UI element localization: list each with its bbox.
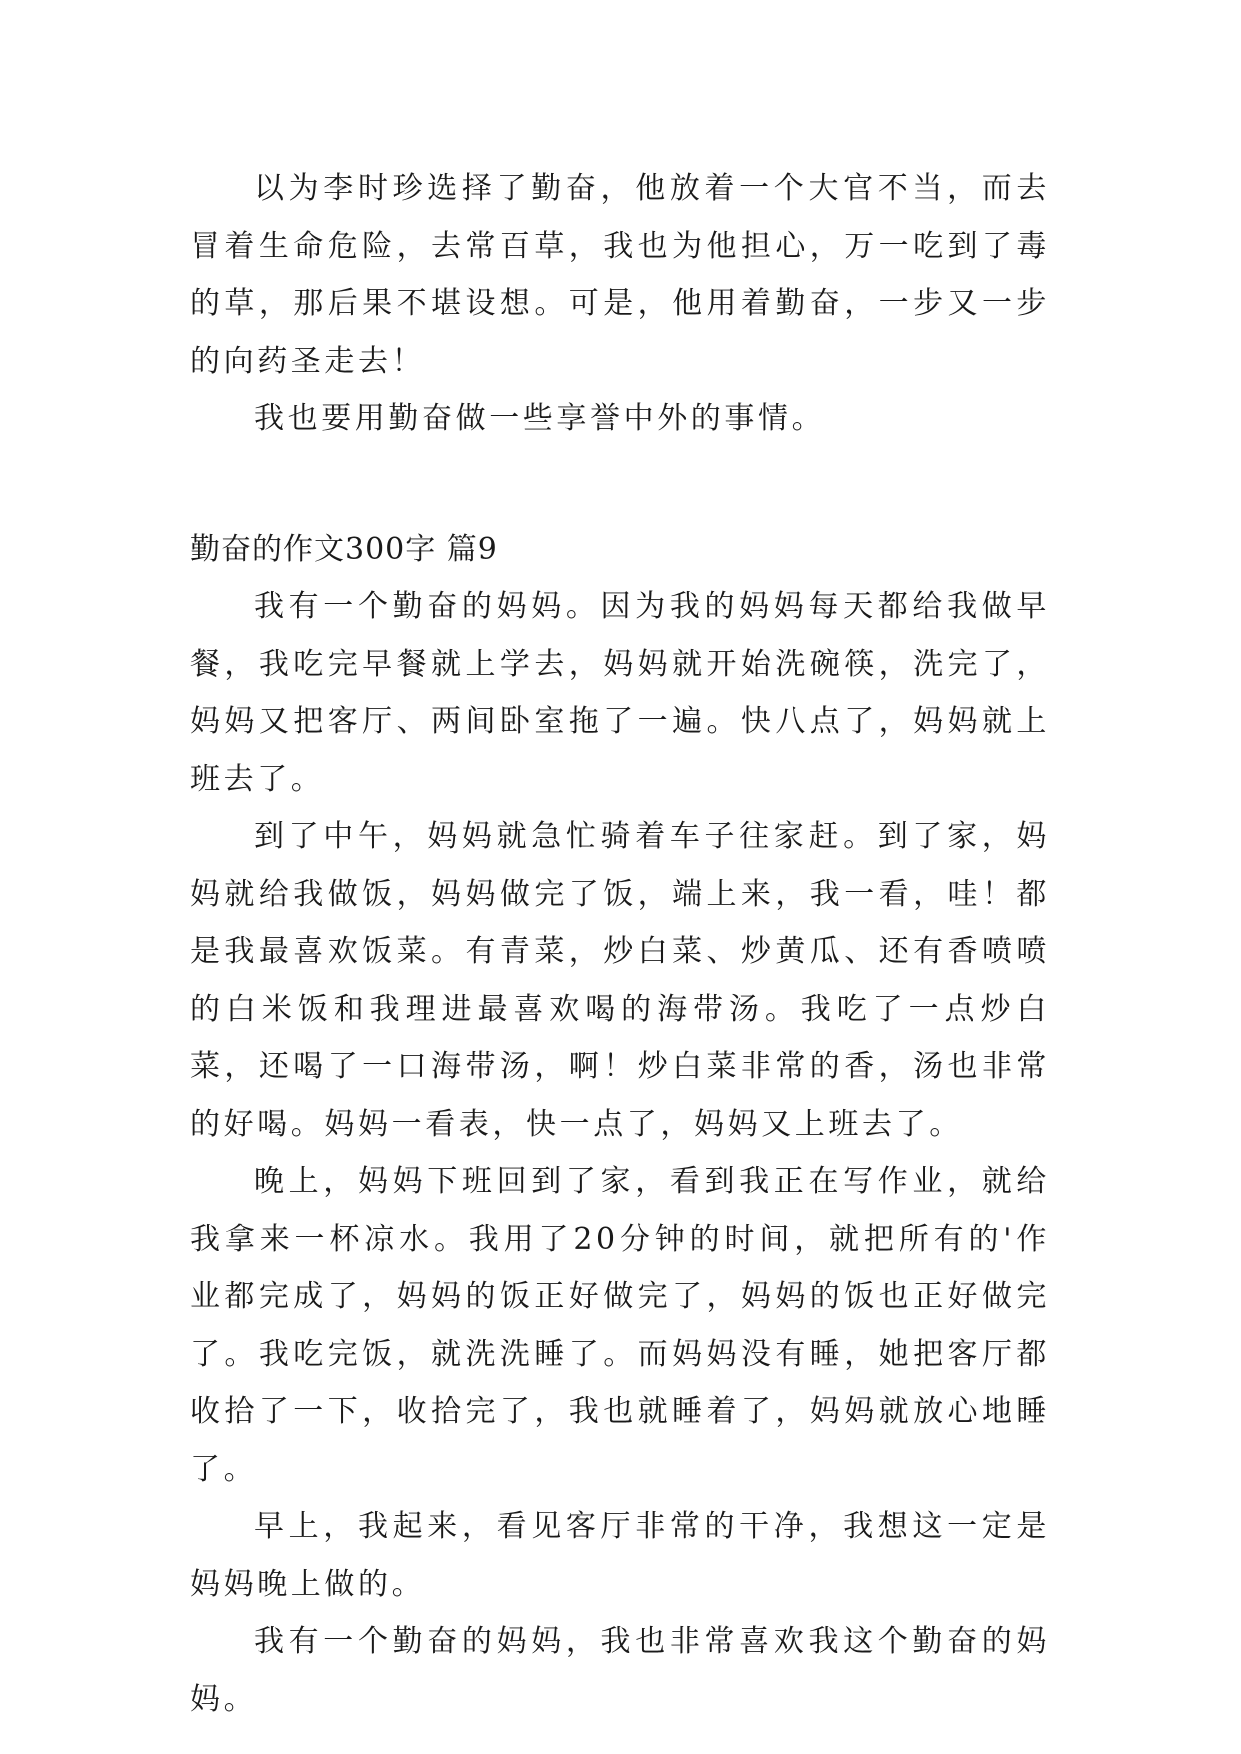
- paragraph: 以为李时珍选择了勤奋，他放着一个大官不当，而去冒着生命危险，去常百草，我也为他担心，万一吃到了毒的草，那后果不堪设想。可是，他用着勤奋，一步又一步的向药圣走去！: [190, 171, 1050, 379]
- section-heading: 勤奋的作文300字 篇9: [190, 531, 498, 567]
- paragraph: 我有一个勤奋的妈妈。因为我的妈妈每天都给我做早餐，我吃完早餐就上学去，妈妈就开始洗碗筷，洗完了，妈妈又把客厅、两间卧室拖了一遍。快八点了，妈妈就上班去了。: [190, 589, 1050, 797]
- document-body: [190, 160, 1050, 1728]
- paragraph: 我有一个勤奋的妈妈，我也非常喜欢我这个勤奋的妈妈。: [190, 1624, 1050, 1717]
- paragraph: 晚上，妈妈下班回到了家，看到我正在写作业，就给我拿来一杯凉水。我用了20分钟的时间，就把所有的'作业都完成了，妈妈的饭正好做完了，妈妈的饭也正好做完了。我吃完饭，就洗洗睡了。而妈妈没有睡，她把客厅都收拾了一下，收拾完了，我也就睡着了，妈妈就放心地睡了。: [190, 1164, 1050, 1487]
- paragraph: 我也要用勤奋做一些享誉中外的事情。: [254, 401, 826, 436]
- paragraph: 早上，我起来，看见客厅非常的干净，我想这一定是妈妈晚上做的。: [190, 1509, 1050, 1602]
- paragraph: 到了中午，妈妈就急忙骑着车子往家赶。到了家，妈妈就给我做饭，妈妈做完了饭，端上来，我一看，哇！都是我最喜欢饭菜。有青菜，炒白菜、炒黄瓜、还有香喷喷的白米饭和我理进最喜欢喝的海带汤。我吃了一点炒白菜，还喝了一口海带汤，啊！炒白菜非常的香，汤也非常的好喝。妈妈一看表，快一点了，妈妈又上班去了。: [190, 819, 1050, 1142]
